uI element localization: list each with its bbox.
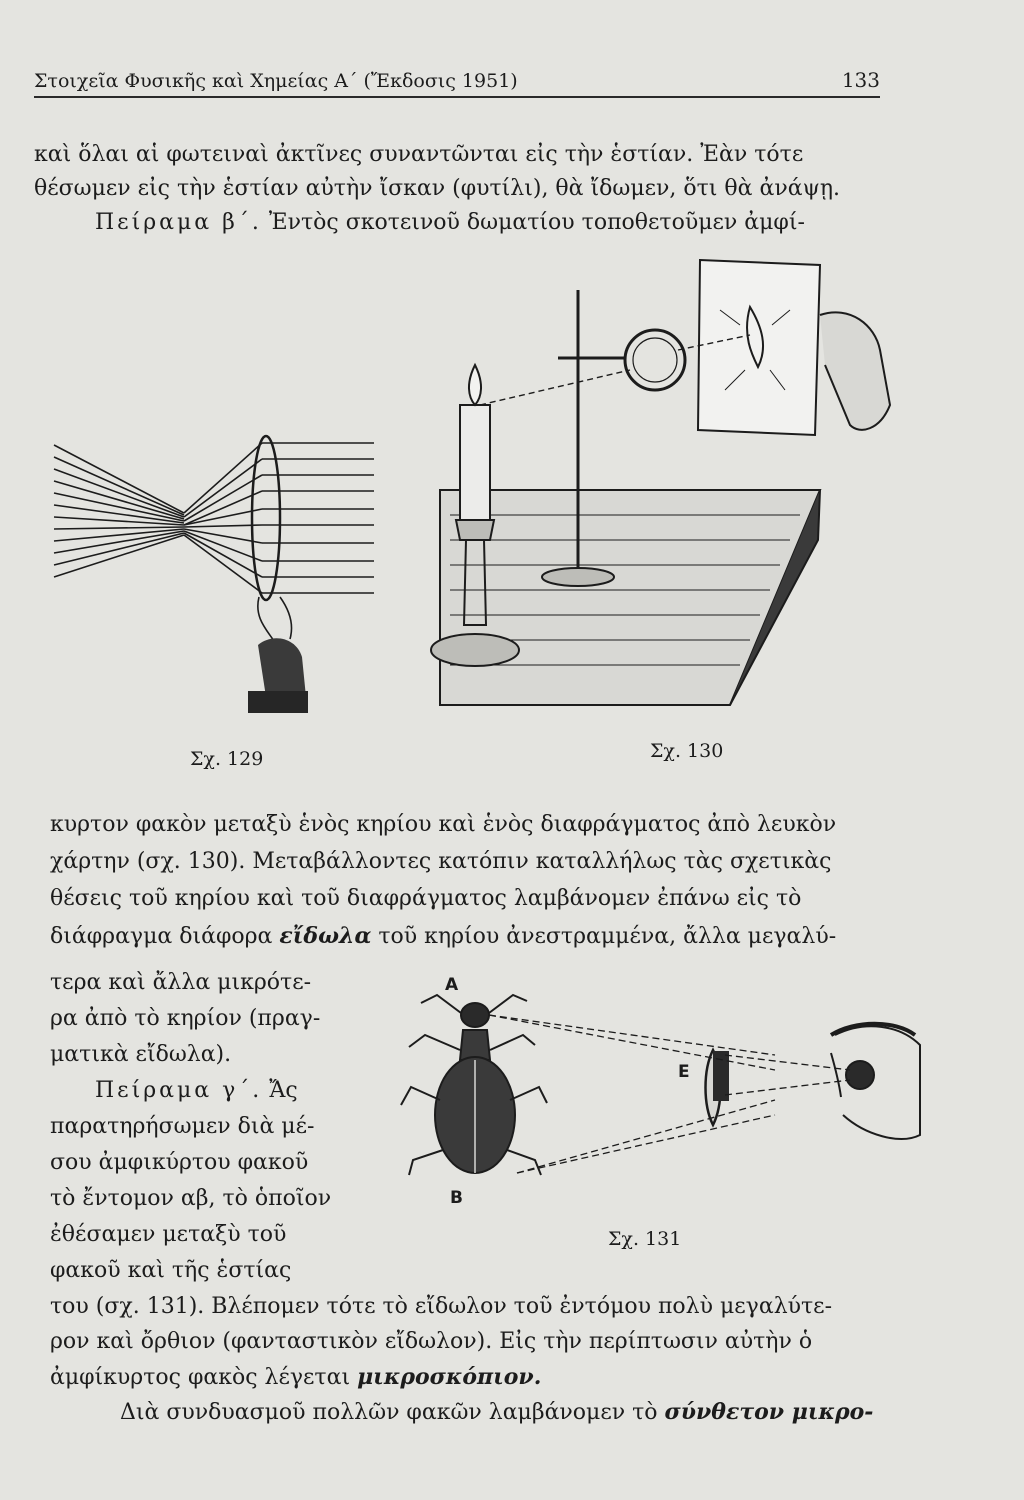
text-line-5: χάρτην (σχ. 130). Μεταβάλλοντες κατόπιν καταλλήλως τὰς σχετικὰς [50,849,832,874]
text-line-7a: διάφραγμα διάφορα [50,924,280,949]
figure-131-caption: Σχ. 131 [608,1228,682,1250]
header-title: Στοιχεῖα Φυσικῆς καὶ Χημείας Α΄ (Ἔκδοσις 1951) [34,70,518,92]
side-text-4 [95,1074,298,1108]
side-text-4-rest: Ἄς [262,1078,298,1103]
side-text-1: τερα καὶ ἄλλα μικρότε- [50,970,312,995]
term-syntheton: σύνθετον μικρο- [664,1399,874,1425]
experiment-c-heading: Πείραμα γ΄. [95,1078,263,1103]
text-line-9: ρον καὶ ὄρθιον (φανταστικὸν εἴδωλον). Εἰς τὴν περίπτωσιν αὐτὴν ὁ [50,1329,813,1354]
text-line-3-rest: Ἐντὸς σκοτεινοῦ δωματίου τοποθετοῦμεν ἀμφί- [261,210,805,235]
text-line-7 [50,919,836,954]
text-line-10a: ἀμφίκυρτος φακὸς λέγεται [50,1365,358,1390]
figure-131-label-B: B [450,1188,463,1208]
text-line-11a: Διὰ συνδυασμοῦ πολλῶν φακῶν λαμβάνομεν τὸ [120,1400,665,1425]
figure-130-candle-lens-screen [420,255,920,735]
side-text-6: σου ἀμφικύρτου φακοῦ [50,1150,309,1175]
experiment-b-heading: Πείραμα β΄. [95,210,262,235]
figure-131-beetle-lens-eye [395,975,925,1205]
text-line-8: του (σχ. 131). Βλέπομεν τότε τὸ εἴδωλον τοῦ ἐντόμου πολὺ μεγαλύτε- [50,1294,833,1319]
figure-130-caption: Σχ. 130 [650,740,724,762]
side-text-9: φακοῦ καὶ τῆς ἑστίας [50,1258,292,1283]
text-line-6: θέσεις τοῦ κηρίου καὶ τοῦ διαφράγματος λαμβάνομεν ἐπάνω εἰς τὸ [50,886,802,911]
figure-129-caption: Σχ. 129 [190,748,264,770]
text-line-2: θέσωμεν εἰς τὴν ἑστίαν αὐτὴν ἴσκαν (φυτίλι), θὰ ἴδωμεν, ὅτι θὰ ἀνάψῃ. [34,176,841,201]
page-number: 133 [841,68,880,92]
term-eidola: εἴδωλα [279,923,372,949]
figure-131-label-A: A [445,975,459,995]
side-text-2: ρα ἀπὸ τὸ κηρίον (πραγ- [50,1006,321,1031]
figure-131-label-E: E [678,1062,690,1082]
text-line-3 [95,206,805,240]
figure-129-lens-rays [44,425,394,735]
side-text-7: τὸ ἔντομον αβ, τὸ ὁποῖον [50,1186,332,1211]
side-text-5: παρατηρήσωμεν διὰ μέ- [50,1114,315,1139]
text-line-11 [120,1395,873,1430]
text-line-7c: τοῦ κηρίου ἀνεστραμμένα, ἄλλα μεγαλύ- [371,924,837,949]
side-text-8: ἐθέσαμεν μεταξὺ τοῦ [50,1222,287,1247]
text-line-1: καὶ ὅλαι αἱ φωτειναὶ ἀκτῖνες συναντῶνται εἰς τὴν ἑστίαν. Ἐὰν τότε [34,142,804,167]
term-mikroskopion: μικροσκόπιον. [357,1364,542,1390]
text-line-4: κυρτον φακὸν μεταξὺ ἑνὸς κηρίου καὶ ἑνὸς διαφράγματος ἀπὸ λευκὸν [50,812,837,837]
text-line-10 [50,1360,541,1395]
running-header [34,66,880,98]
side-text-3: ματικὰ εἴδωλα). [50,1042,232,1067]
